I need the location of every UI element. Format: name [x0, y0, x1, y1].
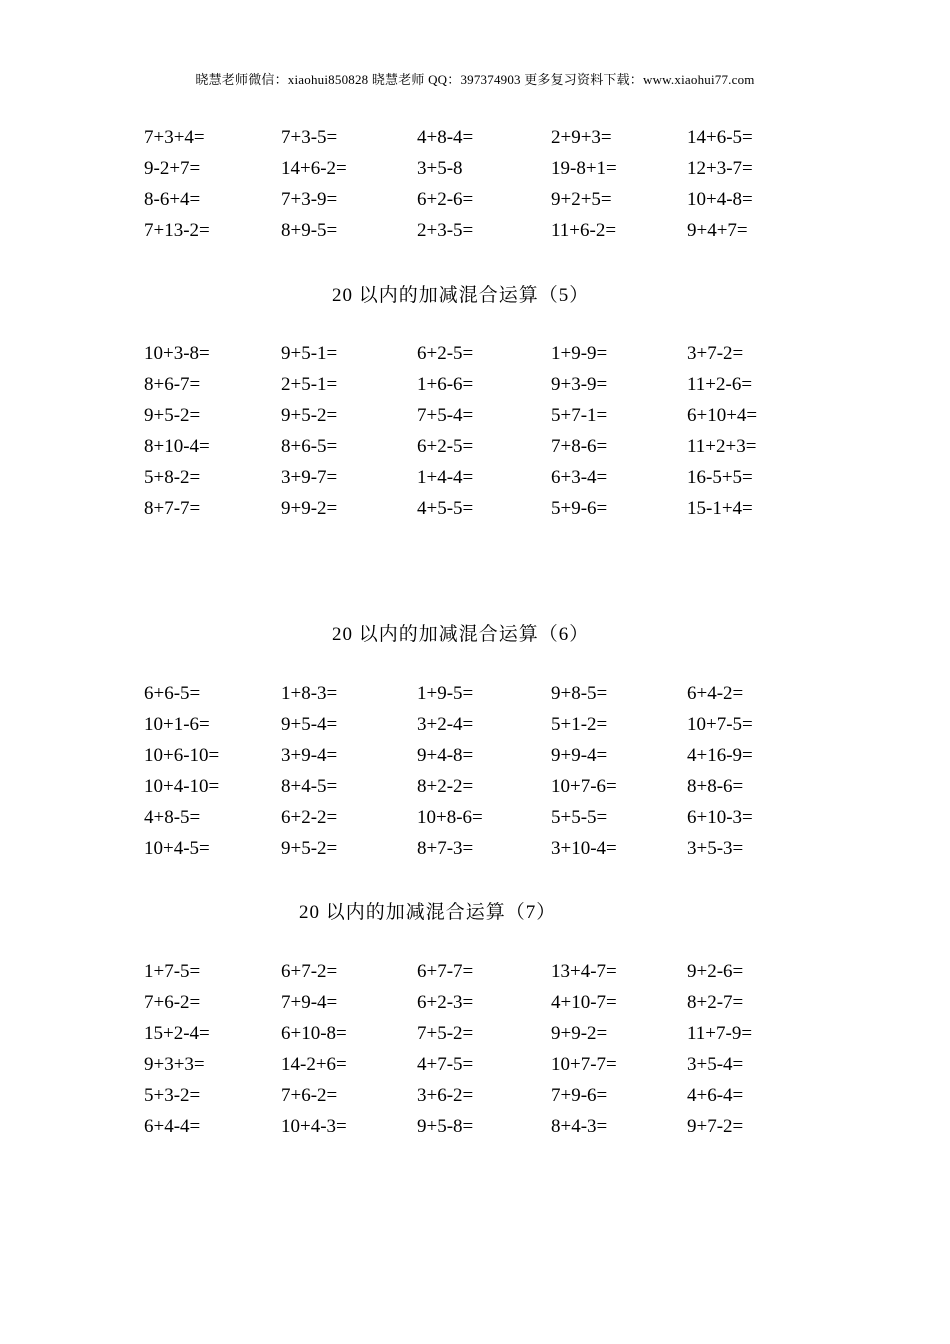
problem: 7+8-6= [551, 436, 608, 457]
problem: 6+3-4= [551, 467, 608, 488]
problem: 8+2-2= [417, 776, 474, 797]
problem: 9+4+7= [687, 220, 748, 241]
problem: 8+10-4= [144, 436, 210, 457]
problem: 10+3-8= [144, 343, 210, 364]
problem: 9+5-1= [281, 343, 338, 364]
problem: 7+5-4= [417, 405, 474, 426]
problem: 8+6-7= [144, 374, 201, 395]
problem: 8+9-5= [281, 220, 338, 241]
problem: 10+7-7= [551, 1054, 617, 1075]
problem: 10+1-6= [144, 714, 210, 735]
section-title: 20 以内的加减混合运算（6） [332, 624, 590, 645]
problem: 6+2-5= [417, 436, 474, 457]
problem: 10+7-6= [551, 776, 617, 797]
problem: 5+9-6= [551, 498, 608, 519]
problem: 8+7-7= [144, 498, 201, 519]
problem: 7+3-9= [281, 189, 338, 210]
problem: 3+5-3= [687, 838, 744, 859]
problem: 11+2-6= [687, 374, 753, 395]
problem: 2+3-5= [417, 220, 474, 241]
problem: 9+5-8= [417, 1116, 474, 1137]
problem: 9+2+5= [551, 189, 612, 210]
problem: 11+6-2= [551, 220, 617, 241]
problem: 7+13-2= [144, 220, 210, 241]
problem: 4+6-4= [687, 1085, 744, 1106]
problem: 10+8-6= [417, 807, 483, 828]
problem: 6+10-3= [687, 807, 753, 828]
problem: 5+8-2= [144, 467, 201, 488]
problem: 4+16-9= [687, 745, 753, 766]
problem: 8+8-6= [687, 776, 744, 797]
problem: 6+7-7= [417, 961, 474, 982]
problem: 3+5-8 [417, 158, 463, 179]
problem: 3+10-4= [551, 838, 617, 859]
section-title: 20 以内的加减混合运算（5） [332, 285, 590, 306]
problem: 13+4-7= [551, 961, 617, 982]
problem: 1+8-3= [281, 683, 338, 704]
problem: 1+6-6= [417, 374, 474, 395]
problem: 8+6-5= [281, 436, 338, 457]
problem: 6+10+4= [687, 405, 758, 426]
problem: 4+10-7= [551, 992, 617, 1013]
problem: 4+8-4= [417, 127, 474, 148]
problem: 15+2-4= [144, 1023, 210, 1044]
problem: 15-1+4= [687, 498, 753, 519]
problem: 7+6-2= [281, 1085, 338, 1106]
problem: 1+9-9= [551, 343, 608, 364]
problem: 8+7-3= [417, 838, 474, 859]
problem: 8+2-7= [687, 992, 744, 1013]
problem: 4+5-5= [417, 498, 474, 519]
problem: 16-5+5= [687, 467, 753, 488]
problem: 9+2-6= [687, 961, 744, 982]
problem: 1+7-5= [144, 961, 201, 982]
problem: 10+4-10= [144, 776, 220, 797]
problem: 1+4-4= [417, 467, 474, 488]
problem: 7+3+4= [144, 127, 205, 148]
problem: 7+9-6= [551, 1085, 608, 1106]
problem: 7+9-4= [281, 992, 338, 1013]
problem: 6+10-8= [281, 1023, 347, 1044]
problem: 14-2+6= [281, 1054, 347, 1075]
problem: 7+5-2= [417, 1023, 474, 1044]
problem: 6+7-2= [281, 961, 338, 982]
problem: 10+7-5= [687, 714, 753, 735]
problem: 9+9-2= [551, 1023, 608, 1044]
problem: 9+3+3= [144, 1054, 205, 1075]
problem: 12+3-7= [687, 158, 753, 179]
page-header: 晓慧老师微信：xiaohui850828 晓慧老师 QQ：397374903 更多复习资料下载：www.xiaohui77.com [195, 72, 755, 87]
problem: 10+4-3= [281, 1116, 347, 1137]
problem: 7+6-2= [144, 992, 201, 1013]
problem: 9+5-2= [281, 405, 338, 426]
problem: 6+6-5= [144, 683, 201, 704]
problem: 9+7-2= [687, 1116, 744, 1137]
problem: 8+4-3= [551, 1116, 608, 1137]
problem: 1+9-5= [417, 683, 474, 704]
problem: 9+5-2= [144, 405, 201, 426]
problem: 6+2-6= [417, 189, 474, 210]
problem: 10+4-8= [687, 189, 753, 210]
problem: 3+9-4= [281, 745, 338, 766]
problem: 5+1-2= [551, 714, 608, 735]
problem: 9+4-8= [417, 745, 474, 766]
problem: 4+7-5= [417, 1054, 474, 1075]
problem: 7+3-5= [281, 127, 338, 148]
problem: 9+5-2= [281, 838, 338, 859]
problem: 8+4-5= [281, 776, 338, 797]
problem: 6+2-3= [417, 992, 474, 1013]
problem: 14+6-2= [281, 158, 347, 179]
problem: 6+2-2= [281, 807, 338, 828]
problem: 6+2-5= [417, 343, 474, 364]
problem: 5+7-1= [551, 405, 608, 426]
problem: 3+2-4= [417, 714, 474, 735]
problem: 2+9+3= [551, 127, 612, 148]
problem: 9+9-4= [551, 745, 608, 766]
problem: 10+4-5= [144, 838, 210, 859]
problem: 3+7-2= [687, 343, 744, 364]
problem: 4+8-5= [144, 807, 201, 828]
problem: 3+9-7= [281, 467, 338, 488]
problem: 9+5-4= [281, 714, 338, 735]
problem: 9+8-5= [551, 683, 608, 704]
problem: 11+7-9= [687, 1023, 753, 1044]
problem: 11+2+3= [687, 436, 757, 457]
problem: 5+5-5= [551, 807, 608, 828]
problem: 3+5-4= [687, 1054, 744, 1075]
problem: 8-6+4= [144, 189, 201, 210]
problem: 14+6-5= [687, 127, 753, 148]
section-title: 20 以内的加减混合运算（7） [299, 902, 557, 923]
problem: 2+5-1= [281, 374, 338, 395]
problem: 9+3-9= [551, 374, 608, 395]
problem: 5+3-2= [144, 1085, 201, 1106]
problem: 3+6-2= [417, 1085, 474, 1106]
problem: 19-8+1= [551, 158, 617, 179]
problem: 6+4-4= [144, 1116, 201, 1137]
problem: 10+6-10= [144, 745, 220, 766]
problem: 9+9-2= [281, 498, 338, 519]
problem: 6+4-2= [687, 683, 744, 704]
problem: 9-2+7= [144, 158, 201, 179]
